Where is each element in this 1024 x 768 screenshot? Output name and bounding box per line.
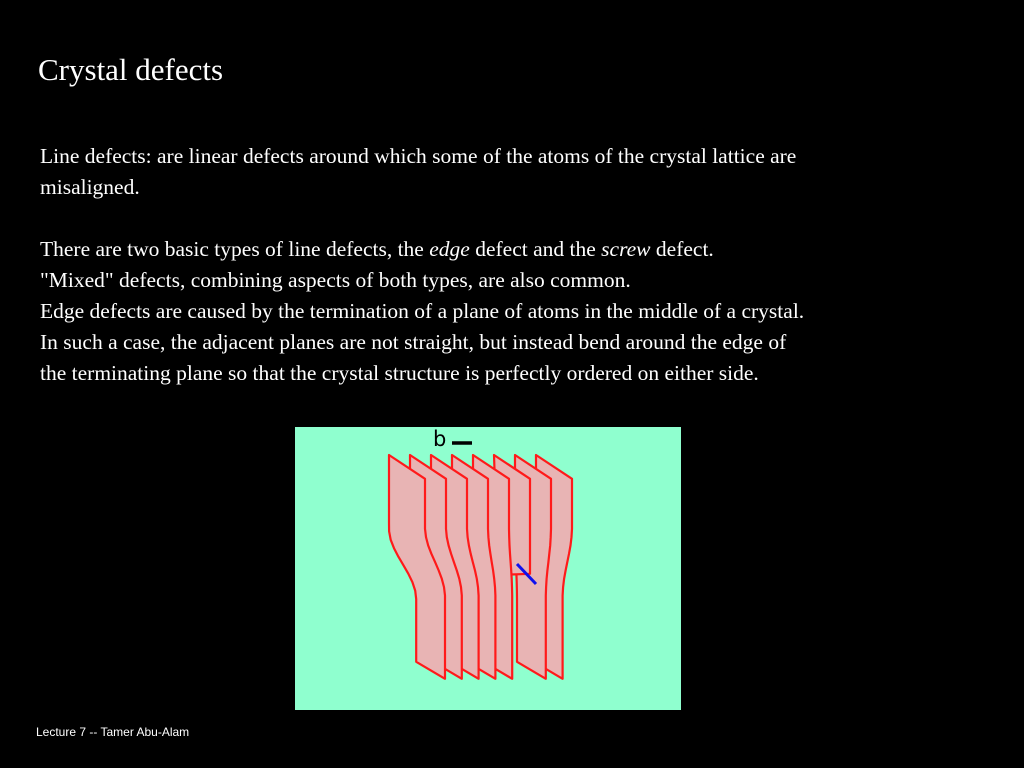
atomic-planes [389, 455, 572, 679]
line-defects-paragraph [40, 141, 1000, 203]
burgers-vector-label: b [433, 427, 447, 451]
paragraph1-line2: misaligned. [40, 175, 140, 199]
footer-text: Lecture 7 -- Tamer Abu-Alam [36, 725, 190, 739]
defect-types-paragraph [40, 234, 1000, 389]
slide-title: Crystal defects [38, 52, 224, 87]
paragraph2-line1-part-c: defect. [650, 237, 714, 261]
paragraph1-line1: Line defects: are linear defects around which some of the atoms of the crystal lattice are [40, 144, 797, 168]
screw-term: screw [601, 237, 651, 261]
edge-term: edge [429, 237, 470, 261]
edge-dislocation-diagram [295, 427, 681, 710]
paragraph2-line4: In such a case, the adjacent planes are not straight, but instead bend around the edge of [40, 330, 787, 354]
paragraph2-line1 [40, 234, 1000, 265]
paragraph2-line5: the terminating plane so that the crystal structure is perfectly ordered on either side. [40, 361, 759, 385]
slide-body [40, 141, 1000, 389]
paragraph2-line1-part-a: There are two basic types of line defects, the [40, 237, 430, 261]
paragraph2-line2: "Mixed" defects, combining aspects of both types, are also common. [40, 268, 631, 292]
paragraph2-line1-part-b: defect and the [469, 237, 602, 261]
edge-dislocation-figure [295, 427, 681, 710]
paragraph2-line3: Edge defects are caused by the termination of a plane of atoms in the middle of a crystal. [40, 299, 805, 323]
